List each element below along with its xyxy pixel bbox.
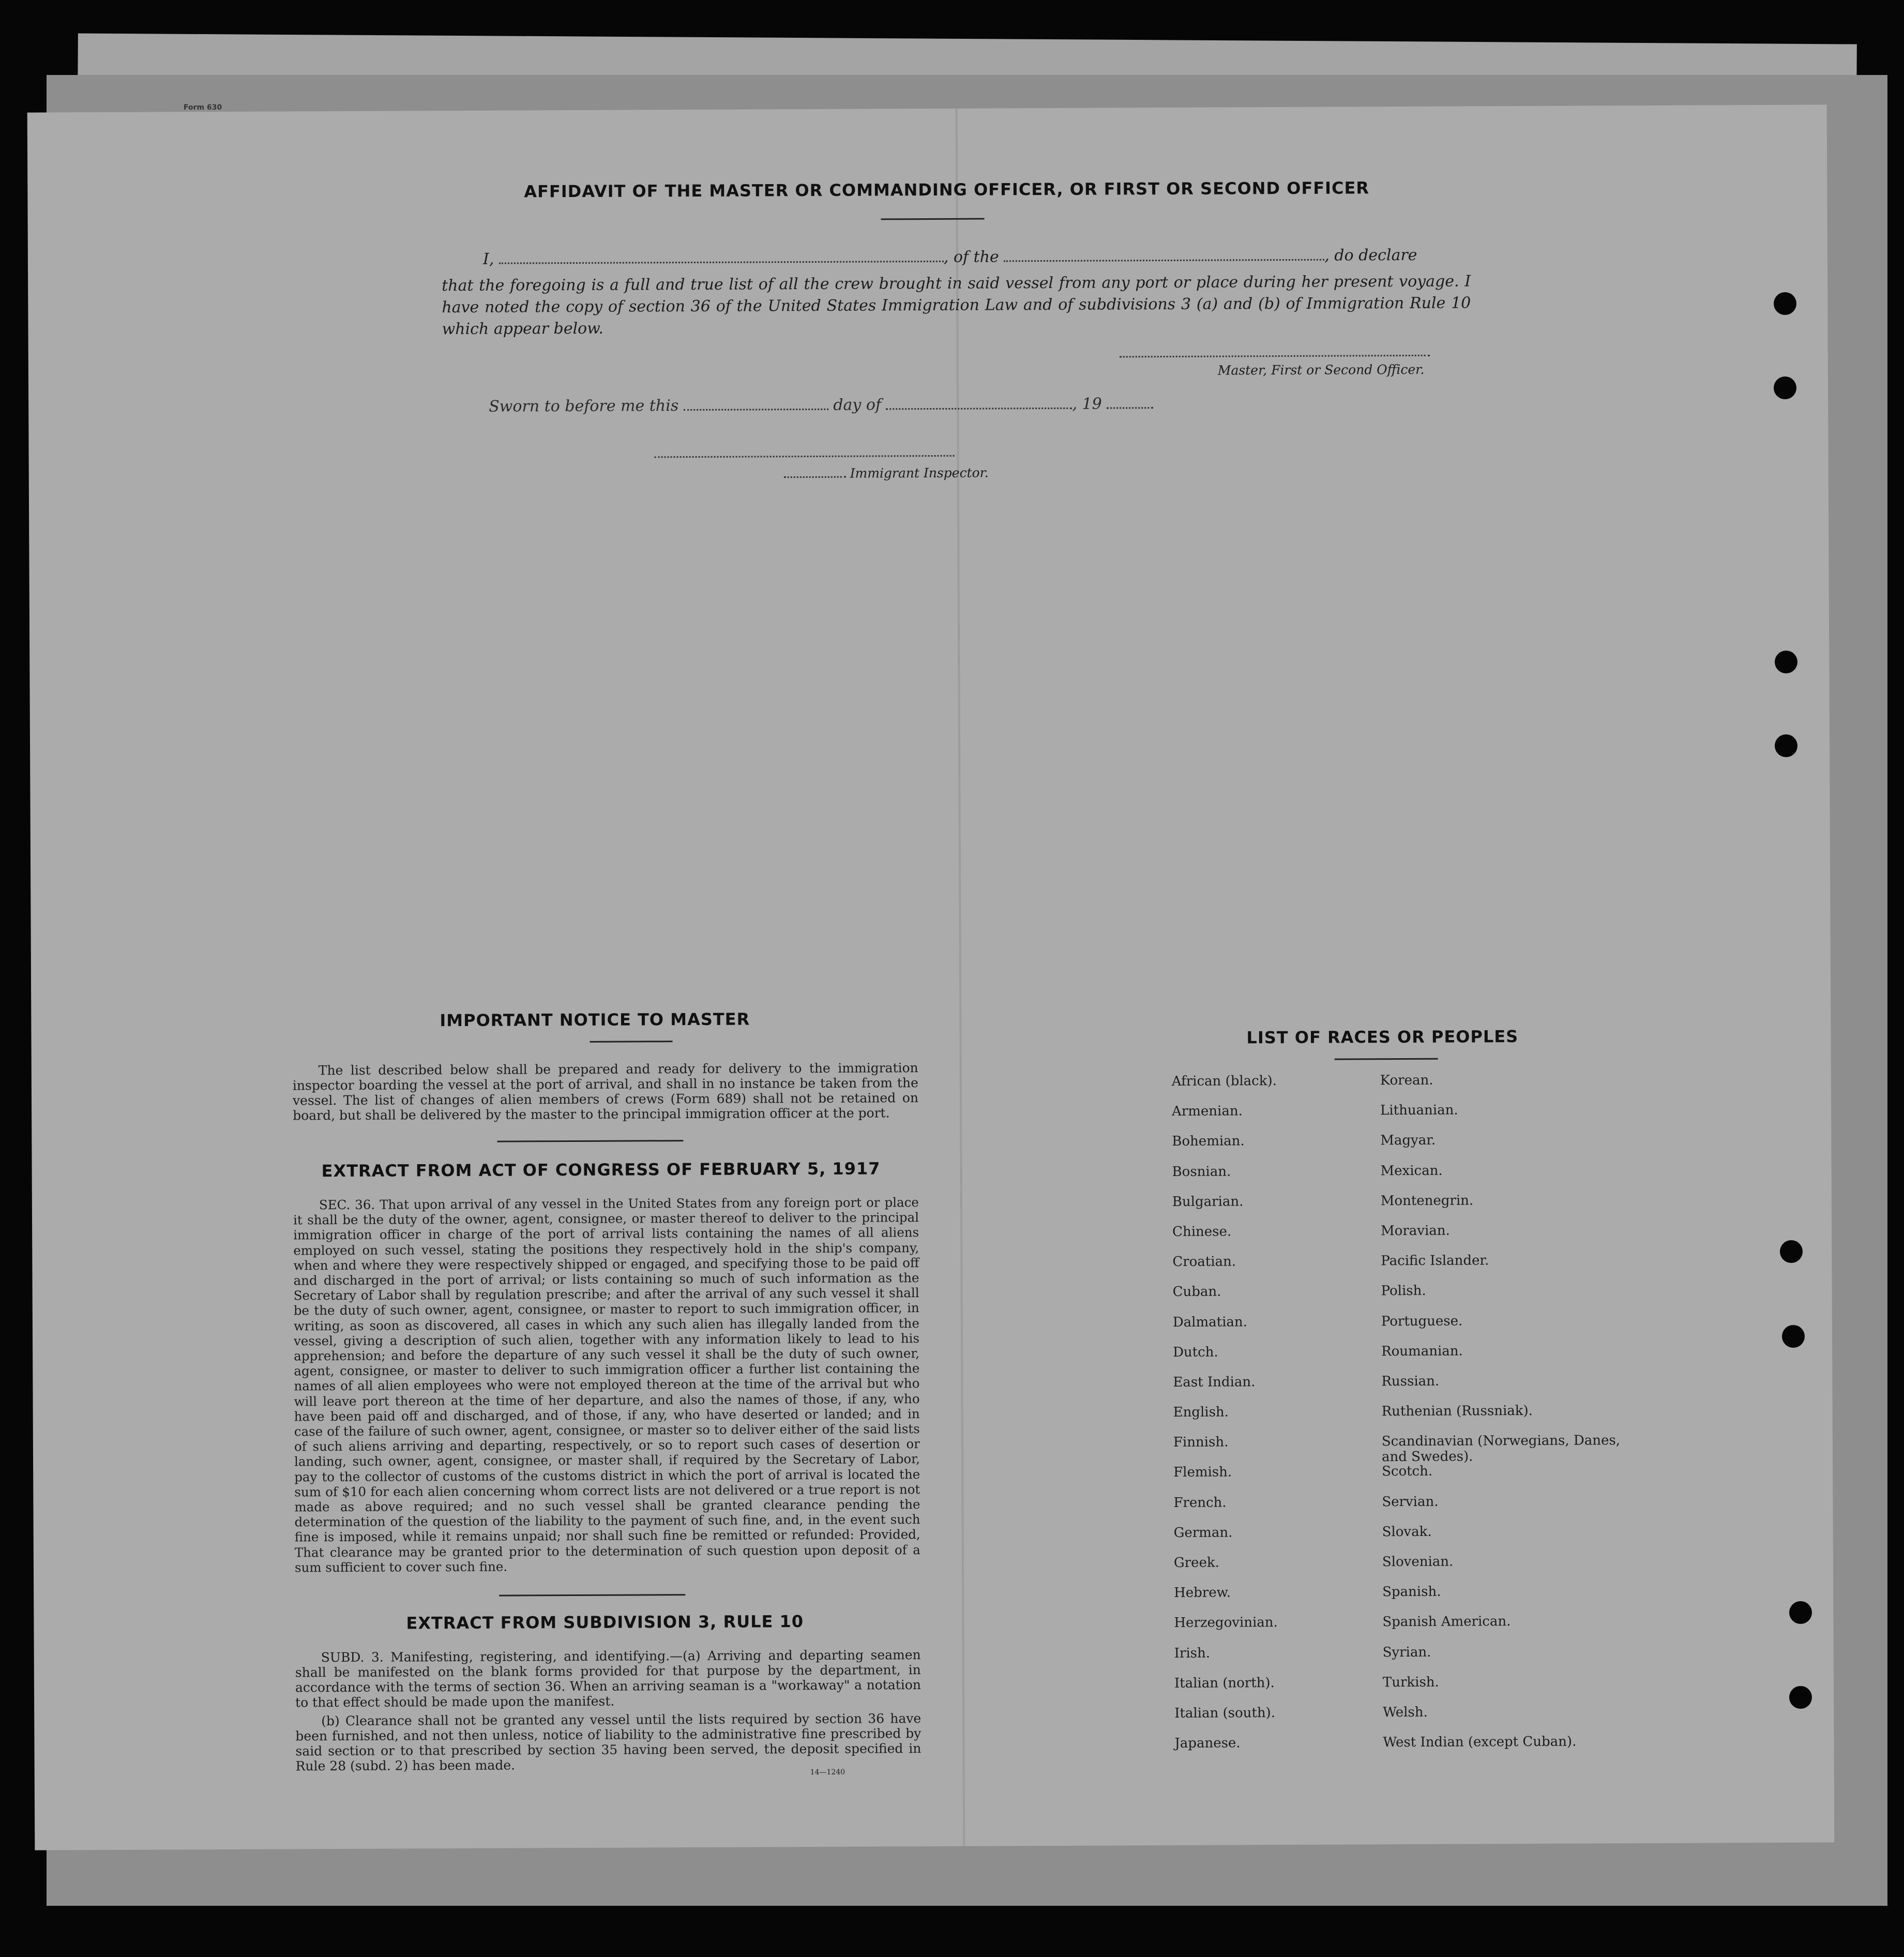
sworn-day-label: day of	[833, 396, 882, 414]
race-item: Flemish.	[1173, 1464, 1232, 1481]
race-item: African (black).	[1171, 1073, 1277, 1089]
affidavit-body: that the foregoing is a full and true list of all the crew brought in said vessel from any port or place during her present voyage. I have noted the copy of section 36 of the United States Immigration Law and of subdivisions 3 (a) and (b) of Immigration Rule 10 which appear below.	[442, 272, 1471, 339]
race-item: Herzegovinian.	[1174, 1615, 1278, 1631]
race-item: Servian.	[1382, 1494, 1439, 1510]
notice-title: IMPORTANT NOTICE TO MASTER	[440, 1009, 750, 1031]
race-item: Slovak.	[1382, 1524, 1432, 1540]
race-item: West Indian (except Cuban).	[1383, 1734, 1577, 1751]
race-item: East Indian.	[1173, 1374, 1256, 1390]
race-item: Slovenian.	[1382, 1554, 1454, 1570]
race-item: Armenian.	[1172, 1103, 1243, 1120]
signature-field[interactable]	[1120, 355, 1430, 358]
race-item: Spanish.	[1382, 1584, 1441, 1600]
race-item: Croatian.	[1172, 1254, 1236, 1270]
punch-hole	[1789, 1601, 1812, 1624]
divider	[497, 1140, 683, 1142]
inspector-signature-field[interactable]	[655, 455, 955, 458]
declare-suffix: , do declare	[1324, 246, 1417, 265]
punch-hole	[1782, 1325, 1805, 1348]
race-item: Scandinavian (Norwegians, Danes, and Swedes).	[1381, 1433, 1621, 1465]
print-code: 14—1240	[810, 1768, 845, 1777]
sworn-year-field[interactable]	[1107, 407, 1153, 409]
declarant-prefix: I,	[482, 250, 494, 268]
race-item: Bosnian.	[1172, 1164, 1231, 1180]
inspector-dots	[784, 476, 846, 478]
race-item: Portuguese.	[1381, 1313, 1463, 1329]
race-item: Ruthenian (Russniak).	[1381, 1403, 1533, 1420]
race-item: Montenegrin.	[1380, 1193, 1474, 1209]
divider	[590, 1041, 673, 1043]
race-item: Italian (south).	[1174, 1705, 1276, 1721]
act-title: EXTRACT FROM ACT OF CONGRESS OF FEBRUARY 5, 1917	[321, 1158, 881, 1181]
divider	[1335, 1058, 1438, 1060]
sworn-date-field[interactable]	[684, 409, 828, 411]
race-item: Cuban.	[1172, 1284, 1221, 1300]
race-item: Japanese.	[1174, 1735, 1241, 1752]
races-title: LIST OF RACES OR PEOPLES	[1246, 1027, 1519, 1048]
race-item: Pacific Islander.	[1381, 1253, 1489, 1269]
race-item: Welsh.	[1383, 1704, 1428, 1721]
document-page	[27, 104, 1835, 1850]
punch-hole	[1775, 734, 1797, 757]
punch-hole	[1789, 1686, 1812, 1709]
center-fold	[956, 109, 965, 1846]
race-item: Magyar.	[1380, 1133, 1436, 1149]
race-item: Bohemian.	[1172, 1133, 1245, 1150]
punch-hole	[1774, 292, 1796, 315]
race-item: Polish.	[1381, 1283, 1426, 1299]
sworn-prefix: Sworn to before me this	[489, 397, 679, 416]
race-item: Turkish.	[1382, 1674, 1439, 1690]
race-item: Korean.	[1380, 1072, 1433, 1089]
race-item: English.	[1173, 1404, 1229, 1421]
race-item: Greek.	[1173, 1555, 1220, 1571]
race-item: Chinese.	[1172, 1224, 1232, 1240]
race-item: Bulgarian.	[1172, 1194, 1244, 1210]
sworn-month-field[interactable]	[886, 408, 1072, 410]
race-item: Spanish American.	[1382, 1614, 1511, 1630]
divider	[881, 218, 985, 220]
race-item: Italian (north).	[1174, 1675, 1275, 1691]
race-item: Hebrew.	[1174, 1585, 1231, 1601]
vessel-prefix: , of the	[943, 248, 999, 266]
rule-para-a: SUBD. 3. Manifesting, registering, and identifying.—(a) Arriving and departing seamen shall be manifested on the blank forms provided for that purpose by the department, in accordance with the terms of section 36. When an arriving seaman is a "workaway" a notation to that effect should be made upon the manifest.	[295, 1647, 921, 1710]
declarant-name-field[interactable]	[499, 261, 944, 264]
punch-hole	[1775, 651, 1797, 673]
race-item: French.	[1173, 1495, 1227, 1511]
race-item: Mexican.	[1380, 1163, 1443, 1179]
race-item: German.	[1173, 1525, 1233, 1541]
race-item: Scotch.	[1382, 1464, 1433, 1480]
divider	[499, 1594, 685, 1597]
race-item: Irish.	[1174, 1645, 1211, 1661]
race-item: Lithuanian.	[1380, 1102, 1458, 1119]
race-item: Syrian.	[1382, 1644, 1431, 1660]
races-right-column	[1380, 1072, 1631, 1765]
inspector-text: Immigrant Inspector.	[850, 465, 989, 481]
race-item: Dalmatian.	[1172, 1314, 1248, 1330]
sworn-line	[489, 395, 1153, 416]
signature-label: Master, First or Second Officer.	[1217, 362, 1425, 378]
punch-hole	[1774, 377, 1796, 399]
race-item: Finnish.	[1173, 1434, 1229, 1451]
vessel-name-field[interactable]	[1004, 259, 1324, 262]
race-item: Moravian.	[1381, 1223, 1450, 1239]
notice-body: The list described below shall be prepared and ready for delivery to the immigration inspector boarding the vessel at the port of arrival, and shall in no instance be taken from the vessel. The list of changes of alien members of crews (Form 689) shall not be retained on board, but shall be delivered by the master to the principal immigration officer at the port.	[292, 1060, 919, 1123]
inspector-label	[784, 465, 989, 481]
race-item: Russian.	[1381, 1373, 1440, 1390]
rule-para-b: (b) Clearance shall not be granted any vessel until the lists required by section 36 have been furnished, and not then unless, notice of liability to the administrative fine prescribed by said section or to that prescribed by section 35 having been served, the deposit specified in Rule 28 (subd. 2) has been made.	[295, 1711, 921, 1774]
races-left-column	[1172, 1073, 1371, 1766]
punch-hole	[1780, 1240, 1803, 1263]
race-item: Roumanian.	[1381, 1343, 1463, 1359]
sworn-year-label: , 19	[1072, 395, 1102, 413]
race-item: Dutch.	[1173, 1344, 1218, 1360]
form-label: Form 630	[184, 103, 222, 112]
affidavit-title: AFFIDAVIT OF THE MASTER OR COMMANDING OFFICER, OR FIRST OR SECOND OFFICER	[524, 178, 1370, 202]
declaration-line	[483, 246, 1417, 268]
act-body: SEC. 36. That upon arrival of any vessel in the United States from any foreign port or place it shall be the duty of the owner, agent, consignee, or master thereof to deliver to the principal immigration officer in charge of the port of arrival lists containing the names of all aliens employed on such vessel, stating the positions they respectively hold in the ship's company, when and where they were respectively shipped or engaged, and specifying those to be paid off and discharged in the port of arrival; or lists containing so much of such information as the Secretary of Labor shall by regulation prescribe; and after the arrival of any such vessel it shall be the duty of such owner, agent, consignee, or master to report to such immigration officer, in writing, as soon as discovered, all cases in which any such alien has illegally landed from the vessel, giving a description of such alien, together with any information likely to lead to his apprehension; and before the departure of any such vessel it shall be the duty of such owner, agent, consignee, or master to deliver to such immigration officer a further list containing the names of all alien employees who were not employed thereon at the time of the arrival but who will leave port thereon at the time of her departure, and also the names of those, if any, who have been paid off and discharged, and of those, if any, who have deserted or landed; and in case of the failure of such owner, agent, consignee, or master so to deliver either of the said lists of such aliens arriving and departing, respectively, or so to report such cases of desertion or landing, such owner, agent, consignee, or master shall, if required by the Secretary of Labor, pay to the collector of customs of the customs district in which the port of arrival is located the sum of $10 for each alien concerning whom correct lists are not delivered or a true report is not made as above required; and no such vessel shall be granted clearance pending the determination of the question of the liability to the payment of such fine, and, in the event such fine is imposed, while it remains unpaid; nor shall such fine be remitted or refunded: Provided, That clearance may be granted prior to the determination of such question upon deposit of a sum sufficient to cover such fine.	[293, 1195, 920, 1575]
rule-title: EXTRACT FROM SUBDIVISION 3, RULE 10	[406, 1612, 804, 1633]
